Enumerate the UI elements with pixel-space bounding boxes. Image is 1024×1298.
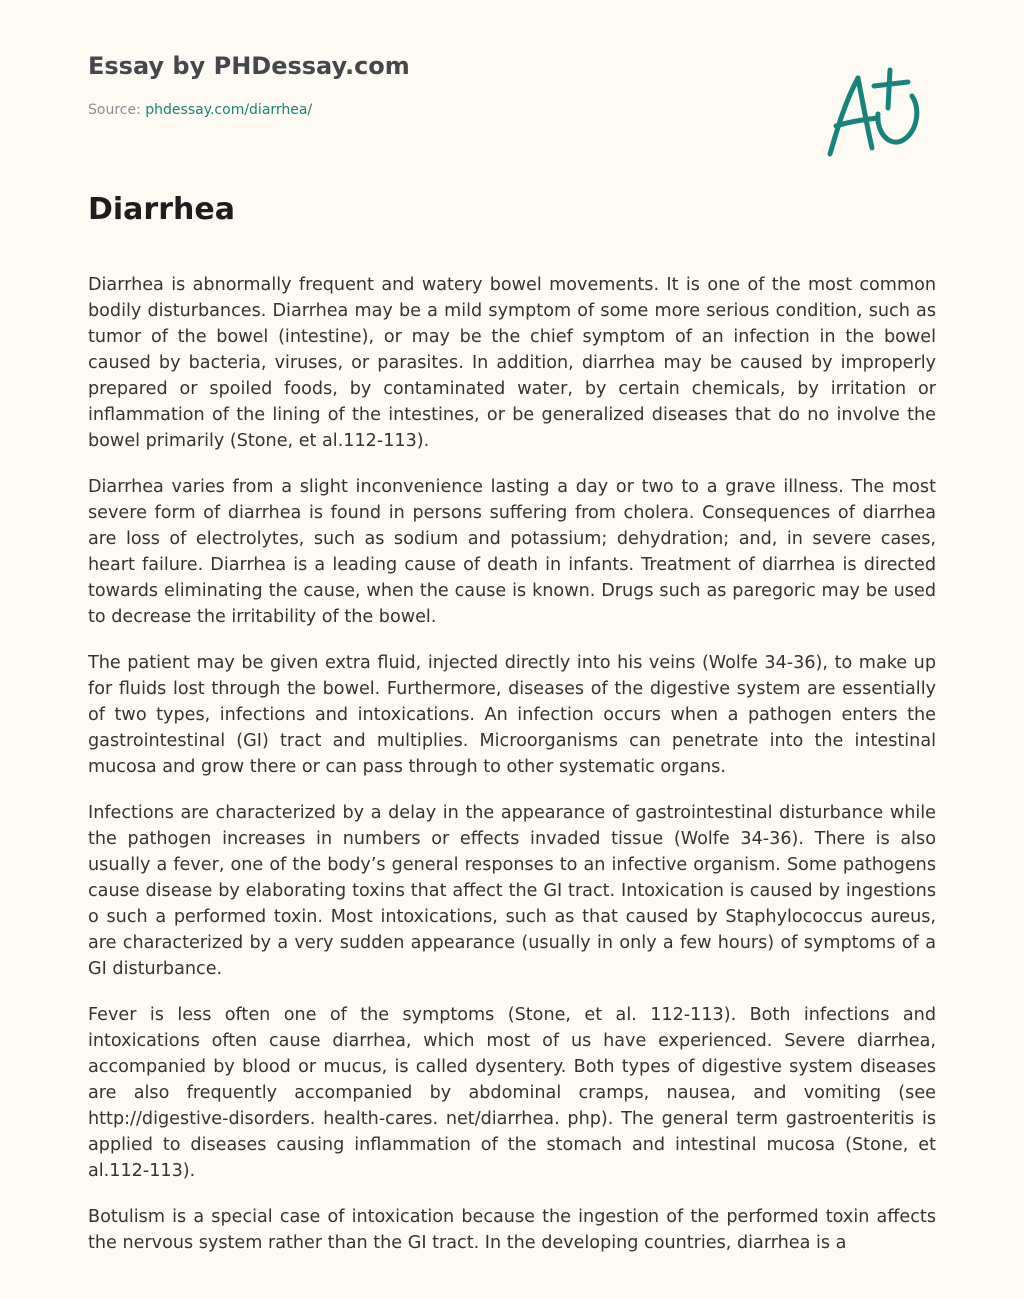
paragraph: Diarrhea is abnormally frequent and watery bowel movements. It is one of the most common bodily disturbances. Diarrhea may be a mild symptom of some more serious condition, such as tumor of the bowel (intestine), or may be the chief symptom of an infection in the bowel caused by bacteria, viruses, or parasites. In addition, diarrhea may be caused by improperly prepared or spoiled foods, by contaminated water, by certain chemicals, by irritation or inflammation of the lining of the intestines, or be generalized diseases that do no involve the bowel primarily (Stone, et al.112-113). [88, 275, 936, 451]
essay-body [88, 272, 936, 1276]
source-line [88, 101, 312, 119]
site-title: Essay by PHDessay.com [88, 52, 410, 80]
paragraph: Fever is less often one of the symptoms (Stone, et al. 112-113). Both infections and intoxications often cause diarrhea, which most of us have experienced. Severe diarrhea, accompanied by blood or mucus, is called dysentery. Both types of digestive system diseases are also frequently accompanied by abdominal cramps, nausea, and vomiting (see http://digestive-disorders. health-cares. net/diarrhea. php). The general term gastroenteritis is applied to diseases causing inflammation of the stomach and intestinal mucosa (Stone, et al.112-113). [88, 1005, 936, 1181]
paragraph: Botulism is a special case of intoxication because the ingestion of the performed toxin affects the nervous system rather than the GI tract. In the developing countries, diarrhea is a [88, 1207, 936, 1253]
source-link[interactable]: phdessay.com/diarrhea/ [145, 102, 313, 118]
essay-title: Diarrhea [88, 192, 235, 227]
paragraph: The patient may be given extra fluid, injected directly into his veins (Wolfe 34-36), to make up for fluids lost through the bowel. Furthermore, diseases of the digestive system are essentially of two types, infections and intoxications. An infection occurs when a pathogen enters the gastrointestinal (GI) tract and multiplies. Microorganisms can penetrate into the intestinal mucosa and grow there or can pass through to other systematic organs. [88, 653, 936, 777]
a-plus-logo-icon [820, 64, 928, 160]
paragraph: Diarrhea varies from a slight inconvenience lasting a day or two to a grave illness. The most severe form of diarrhea is found in persons suffering from cholera. Consequences of diarrhea are loss of electrolytes, such as sodium and potassium; dehydration; and, in severe cases, heart failure. Diarrhea is a leading cause of death in infants. Treatment of diarrhea is directed towards eliminating the cause, when the cause is known. Drugs such as paregoric may be used to decrease the irritability of the bowel. [88, 477, 936, 627]
a-plus-logo [820, 64, 928, 160]
source-label: Source: [88, 102, 141, 118]
paragraph: Infections are characterized by a delay in the appearance of gastrointestinal disturbance while the pathogen increases in numbers or effects invaded tissue (Wolfe 34-36). There is also usually a fever, one of the body’s general responses to an infective organism. Some pathogens cause disease by elaborating toxins that affect the GI tract. Intoxication is caused by ingestions o such a performed toxin. Most intoxications, such as that caused by Staphylococcus aureus, are characterized by a very sudden appearance (usually in only a few hours) of symptoms of a GI disturbance. [88, 803, 936, 979]
